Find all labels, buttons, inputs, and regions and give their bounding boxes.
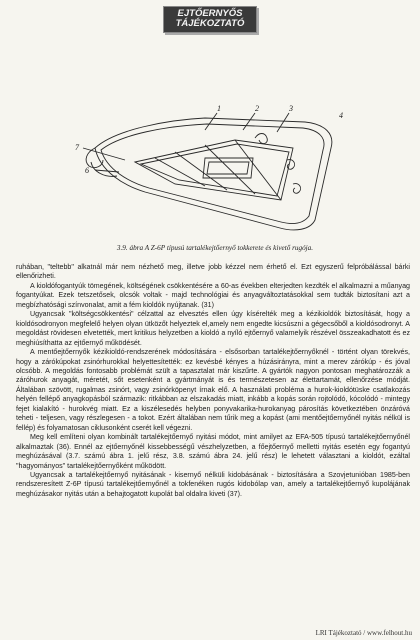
paragraph: A kioldófogantyúk tömegének, költségének csökkentésére a 60-as években elterjedten kezdték el alkalmazni a műanyag fogantyúkat. Ezek tetszetősek, olcsók voltak - majd technológiai és anyagváltoztatásokkal sem tudták biztosítani azt a megbízhatósági színvonalat, amit a fém kioldók nyújtanak. (31) (16, 281, 410, 309)
paragraph: Meg kell említeni olyan kombinált tartalékejtőernyő nyitási módot, mint amilyet az EFA-505 típusú tartalékejtőernyőnél alkalmaztak (36). Ennél az ejtőernyőnél kissebbességű vészhelyzetben, a főejtőernyő melletti nyitás esetén egy fogantyú meghúzásával (3.7. számú ábra 1. jelű rész, 3.8. számú ábra 24. jelű rész) le lehetett választani a kioldót, ezáltal "hagyományos" tartalékejtőernyőként működött. (16, 433, 410, 470)
paragraph: A mentőejtőernyők kézikioldó-rendszerének módosítására - elsősorban tartalékejtőernyőknél - történt olyan törekvés, hogy a zárókúpokat zsinórhurokkal helyettesítették: ez kevésbé kényes a húzásirányra, mint a merev zárókúp - és jóval olcsóbb. A megoldás fontosabb problémát szült a tapasztalat már kiszűrte. A gyártók nagyon pontosan meghatározzák a záróhurok anyagát, méretét, sőt esetenként a gyártmányát is és természetesen az élettartamát, ellenőrzése módját. Általában szövött, rugalmas zsinórt, vagy zsinórköpenyt írnak elő. A használati probléma a hurok-kioldótüske csatlakozás helyén fellépő anyagkopásból származik: ritkábban az elszakadás miatt, inkább a kopás során rojtolódó, kócolódó - mintegy fejet kialakító - hurokvég miatt. Ez a kiszélesedés helyben ponyvakarika-hurokanyag párosítás következtében önzáróvá teheti - teljesen, vagy részlegesen - a tokot. Ezért általában nem tűrik meg a kopást (ami mentőejtőernyőnél nyitás nélkül is fellép) és folyamatosan ciklusonként cserét kell végezni. (16, 348, 410, 432)
body-text (16, 263, 410, 499)
callout-6: 6 (85, 166, 89, 175)
header-line-1: EJTŐERNYŐS (177, 8, 243, 19)
header-badge-wrap (0, 6, 420, 33)
parachute-frame-figure (55, 100, 365, 240)
callout-2: 2 (255, 104, 259, 113)
header-line-2: TÁJÉKOZTATÓ (175, 18, 245, 29)
callout-3: 3 (289, 104, 293, 113)
footer-source: LRI Tájékoztató / www.felhout.hu (315, 629, 412, 637)
callout-4: 4 (339, 111, 343, 120)
callout-7: 7 (75, 143, 79, 152)
paragraph: Ugyancsak a tartalékejtőernyő nyitásának - kisernyő nélküli kidobásának - biztosítására a Szovjetunióban 1985-ben rendszeresített Z-6P típusú tartalékejtőernyőnél a tokfenéken rugós kidobólap van, amely a tartalékejtőernyő kupolájának meghúzásakor nyitás után a behajtogatott kupolát bal oldalra kiveti (37). (16, 470, 410, 498)
paragraph: Ugyancsak "költségcsökkentési" célzattal az elvesztés ellen úgy kísérelték meg a kézikioldók biztosítását, hogy a kioldósodronyon megfelelő helyen olyan ütközőt helyeztek el,amely nem engedte kicsúszni a gégecsőből a kioldósodronyt. A megoldást rövidesen elvetették, mert kritikus helyzetben a kioldó a nyíló ejtőernyő valamelyik részével összeakadhatott és ez meghiúsíthatta az ejtőernyő működését. (16, 310, 410, 347)
figure-caption: 3.9. ábra A Z-6P típusú tartalékejtőernyő tokkerete és kivető rugója. (116, 244, 314, 252)
paragraph: ruhában, "teltebb" alkatnál már nem nézhető meg, illetve jobb kézzel nem érhető el. Ezt egyszerű felpróbálással bárki ellenőrizheti. (16, 263, 410, 281)
header-badge (163, 6, 258, 33)
callout-1: 1 (217, 104, 221, 113)
